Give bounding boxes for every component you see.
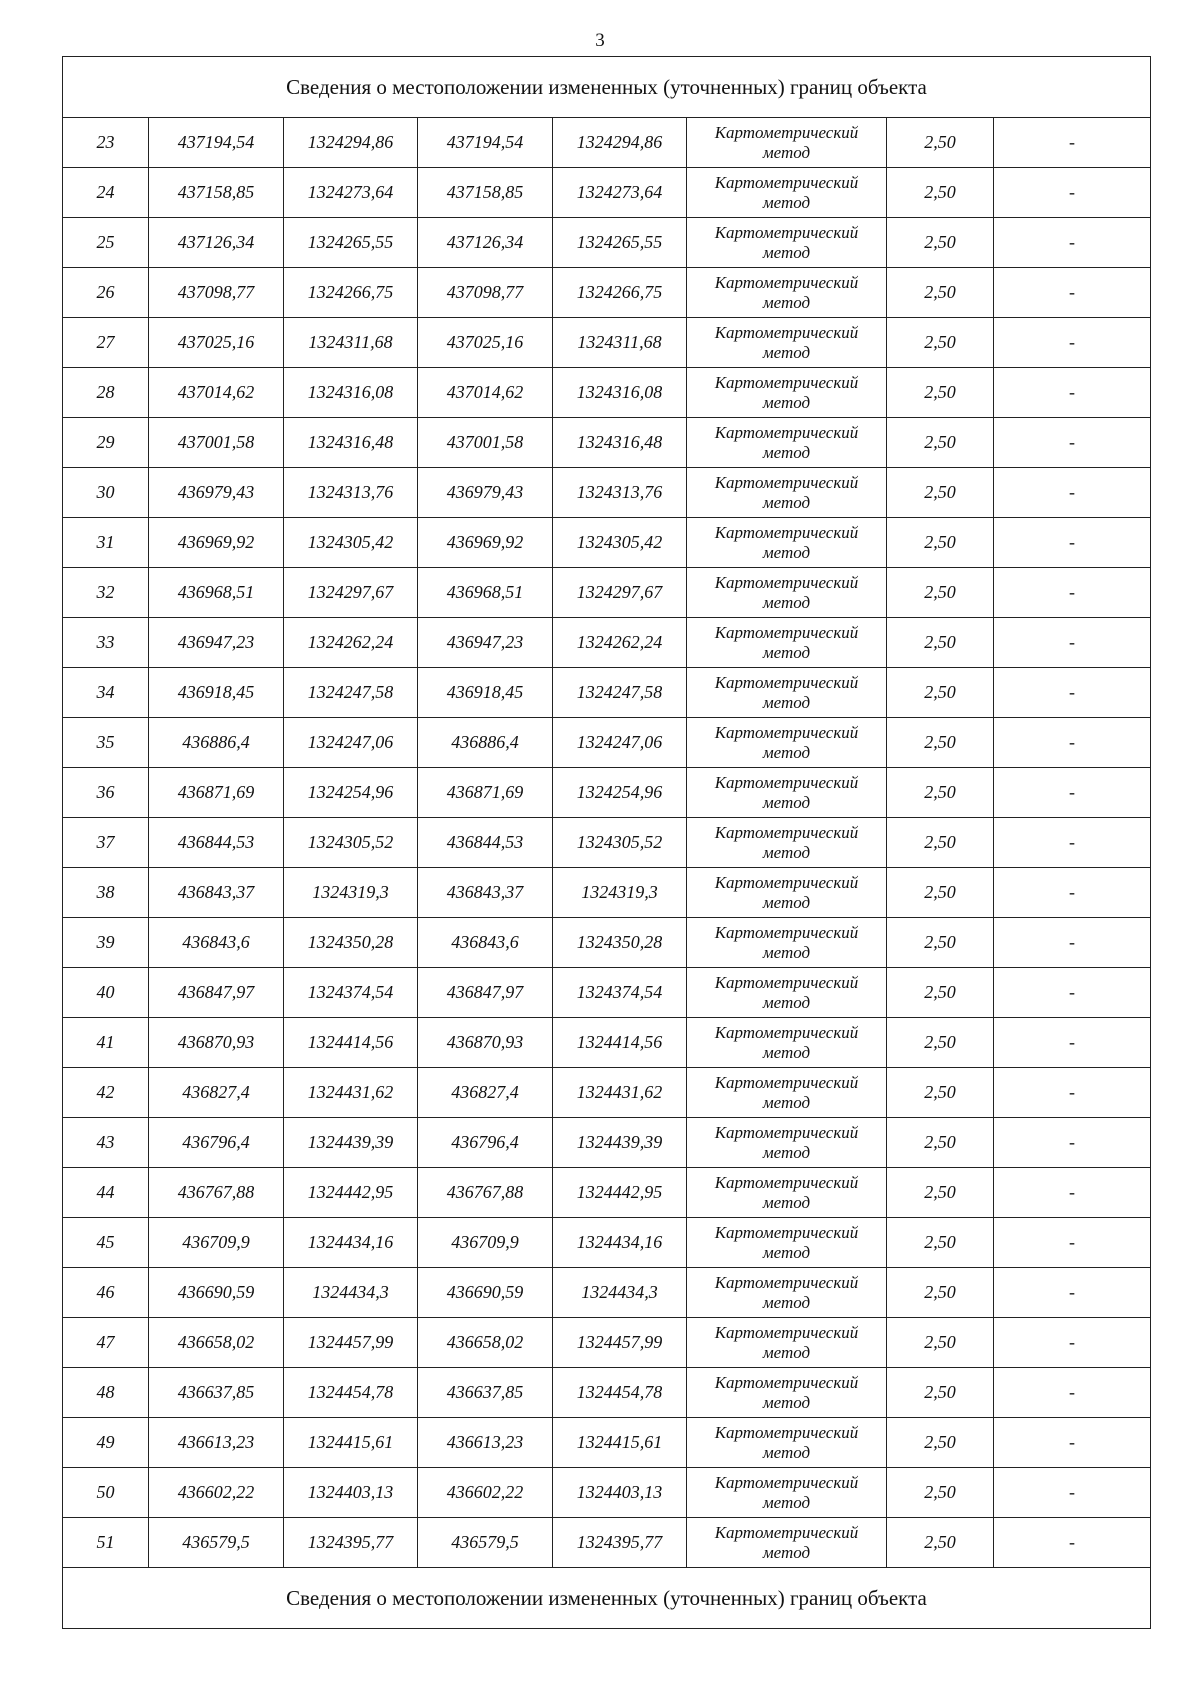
cell-point-number: 25 bbox=[63, 218, 149, 268]
cell-method: Картометрический метод bbox=[687, 118, 887, 168]
cell-y-existing: 1324265,55 bbox=[284, 218, 418, 268]
cell-y-new: 1324265,55 bbox=[553, 218, 687, 268]
cell-point-number: 41 bbox=[63, 1018, 149, 1068]
cell-y-existing: 1324350,28 bbox=[284, 918, 418, 968]
cell-accuracy: 2,50 bbox=[887, 1418, 994, 1468]
cell-point-number: 47 bbox=[63, 1318, 149, 1368]
cell-x-new: 436658,02 bbox=[418, 1318, 553, 1368]
cell-x-existing: 436827,4 bbox=[149, 1068, 284, 1118]
table-row bbox=[63, 1268, 1151, 1318]
cell-description: - bbox=[994, 1068, 1151, 1118]
cell-y-new: 1324431,62 bbox=[553, 1068, 687, 1118]
cell-x-new: 436844,53 bbox=[418, 818, 553, 868]
cell-y-existing: 1324403,13 bbox=[284, 1468, 418, 1518]
cell-method: Картометрический метод bbox=[687, 468, 887, 518]
table-row bbox=[63, 818, 1151, 868]
cell-method: Картометрический метод bbox=[687, 368, 887, 418]
cell-description: - bbox=[994, 468, 1151, 518]
cell-method: Картометрический метод bbox=[687, 168, 887, 218]
cell-y-new: 1324294,86 bbox=[553, 118, 687, 168]
cell-point-number: 33 bbox=[63, 618, 149, 668]
cell-x-new: 436709,9 bbox=[418, 1218, 553, 1268]
cell-point-number: 49 bbox=[63, 1418, 149, 1468]
section-footer-row bbox=[63, 1568, 1151, 1629]
cell-x-existing: 436886,4 bbox=[149, 718, 284, 768]
cell-x-existing: 436870,93 bbox=[149, 1018, 284, 1068]
cell-y-new: 1324319,3 bbox=[553, 868, 687, 918]
cell-point-number: 34 bbox=[63, 668, 149, 718]
cell-y-existing: 1324434,3 bbox=[284, 1268, 418, 1318]
cell-point-number: 30 bbox=[63, 468, 149, 518]
table-row bbox=[63, 918, 1151, 968]
cell-description: - bbox=[994, 668, 1151, 718]
cell-method: Картометрический метод bbox=[687, 968, 887, 1018]
cell-accuracy: 2,50 bbox=[887, 1068, 994, 1118]
cell-x-existing: 436843,37 bbox=[149, 868, 284, 918]
cell-method: Картометрический метод bbox=[687, 518, 887, 568]
cell-point-number: 37 bbox=[63, 818, 149, 868]
cell-x-new: 436690,59 bbox=[418, 1268, 553, 1318]
cell-y-new: 1324350,28 bbox=[553, 918, 687, 968]
cell-accuracy: 2,50 bbox=[887, 1018, 994, 1068]
cell-accuracy: 2,50 bbox=[887, 868, 994, 918]
cell-x-existing: 436579,5 bbox=[149, 1518, 284, 1568]
cell-method: Картометрический метод bbox=[687, 768, 887, 818]
cell-y-new: 1324297,67 bbox=[553, 568, 687, 618]
cell-method: Картометрический метод bbox=[687, 568, 887, 618]
cell-description: - bbox=[994, 418, 1151, 468]
cell-x-existing: 436871,69 bbox=[149, 768, 284, 818]
table-row bbox=[63, 968, 1151, 1018]
cell-description: - bbox=[994, 518, 1151, 568]
cell-y-existing: 1324305,52 bbox=[284, 818, 418, 868]
cell-point-number: 45 bbox=[63, 1218, 149, 1268]
cell-y-new: 1324262,24 bbox=[553, 618, 687, 668]
cell-accuracy: 2,50 bbox=[887, 618, 994, 668]
table-row bbox=[63, 1118, 1151, 1168]
cell-x-new: 436886,4 bbox=[418, 718, 553, 768]
cell-description: - bbox=[994, 868, 1151, 918]
cell-y-existing: 1324254,96 bbox=[284, 768, 418, 818]
cell-accuracy: 2,50 bbox=[887, 268, 994, 318]
cell-x-new: 437025,16 bbox=[418, 318, 553, 368]
cell-description: - bbox=[994, 618, 1151, 668]
table-row bbox=[63, 168, 1151, 218]
page-number: 3 bbox=[595, 30, 605, 51]
cell-x-existing: 436847,97 bbox=[149, 968, 284, 1018]
cell-y-existing: 1324313,76 bbox=[284, 468, 418, 518]
cell-point-number: 38 bbox=[63, 868, 149, 918]
cell-y-existing: 1324247,06 bbox=[284, 718, 418, 768]
cell-y-new: 1324439,39 bbox=[553, 1118, 687, 1168]
cell-accuracy: 2,50 bbox=[887, 168, 994, 218]
cell-x-existing: 436918,45 bbox=[149, 668, 284, 718]
table-body bbox=[63, 57, 1151, 1629]
cell-y-existing: 1324262,24 bbox=[284, 618, 418, 668]
cell-x-new: 436870,93 bbox=[418, 1018, 553, 1068]
boundary-coordinates-table bbox=[62, 56, 1151, 1629]
cell-y-existing: 1324305,42 bbox=[284, 518, 418, 568]
cell-y-new: 1324247,58 bbox=[553, 668, 687, 718]
cell-point-number: 28 bbox=[63, 368, 149, 418]
cell-description: - bbox=[994, 268, 1151, 318]
cell-x-existing: 437126,34 bbox=[149, 218, 284, 268]
cell-y-existing: 1324434,16 bbox=[284, 1218, 418, 1268]
cell-y-existing: 1324414,56 bbox=[284, 1018, 418, 1068]
table-row bbox=[63, 768, 1151, 818]
cell-x-new: 436602,22 bbox=[418, 1468, 553, 1518]
cell-x-new: 436968,51 bbox=[418, 568, 553, 618]
cell-description: - bbox=[994, 1368, 1151, 1418]
cell-y-existing: 1324273,64 bbox=[284, 168, 418, 218]
cell-method: Картометрический метод bbox=[687, 1118, 887, 1168]
cell-method: Картометрический метод bbox=[687, 1468, 887, 1518]
cell-description: - bbox=[994, 568, 1151, 618]
cell-description: - bbox=[994, 968, 1151, 1018]
cell-method: Картометрический метод bbox=[687, 1218, 887, 1268]
cell-x-new: 436579,5 bbox=[418, 1518, 553, 1568]
cell-x-new: 436637,85 bbox=[418, 1368, 553, 1418]
table-row bbox=[63, 368, 1151, 418]
cell-description: - bbox=[994, 118, 1151, 168]
cell-description: - bbox=[994, 918, 1151, 968]
cell-x-new: 437001,58 bbox=[418, 418, 553, 468]
cell-y-new: 1324247,06 bbox=[553, 718, 687, 768]
cell-x-existing: 437025,16 bbox=[149, 318, 284, 368]
cell-accuracy: 2,50 bbox=[887, 668, 994, 718]
cell-point-number: 44 bbox=[63, 1168, 149, 1218]
cell-y-new: 1324415,61 bbox=[553, 1418, 687, 1468]
cell-description: - bbox=[994, 1518, 1151, 1568]
cell-y-new: 1324414,56 bbox=[553, 1018, 687, 1068]
cell-point-number: 27 bbox=[63, 318, 149, 368]
cell-method: Картометрический метод bbox=[687, 1018, 887, 1068]
cell-point-number: 31 bbox=[63, 518, 149, 568]
cell-method: Картометрический метод bbox=[687, 818, 887, 868]
cell-accuracy: 2,50 bbox=[887, 1468, 994, 1518]
cell-y-new: 1324313,76 bbox=[553, 468, 687, 518]
cell-y-new: 1324374,54 bbox=[553, 968, 687, 1018]
cell-y-new: 1324254,96 bbox=[553, 768, 687, 818]
cell-y-new: 1324442,95 bbox=[553, 1168, 687, 1218]
cell-point-number: 50 bbox=[63, 1468, 149, 1518]
cell-y-new: 1324403,13 bbox=[553, 1468, 687, 1518]
cell-y-existing: 1324319,3 bbox=[284, 868, 418, 918]
cell-y-new: 1324316,48 bbox=[553, 418, 687, 468]
cell-x-existing: 437194,54 bbox=[149, 118, 284, 168]
cell-y-new: 1324395,77 bbox=[553, 1518, 687, 1568]
cell-accuracy: 2,50 bbox=[887, 1518, 994, 1568]
cell-x-existing: 437014,62 bbox=[149, 368, 284, 418]
cell-x-new: 436947,23 bbox=[418, 618, 553, 668]
cell-description: - bbox=[994, 1118, 1151, 1168]
cell-x-existing: 436979,43 bbox=[149, 468, 284, 518]
cell-x-existing: 436969,92 bbox=[149, 518, 284, 568]
cell-accuracy: 2,50 bbox=[887, 968, 994, 1018]
cell-accuracy: 2,50 bbox=[887, 1168, 994, 1218]
cell-x-new: 436613,23 bbox=[418, 1418, 553, 1468]
cell-point-number: 36 bbox=[63, 768, 149, 818]
cell-x-new: 436796,4 bbox=[418, 1118, 553, 1168]
cell-point-number: 26 bbox=[63, 268, 149, 318]
cell-method: Картометрический метод bbox=[687, 318, 887, 368]
cell-y-existing: 1324316,08 bbox=[284, 368, 418, 418]
cell-x-new: 437126,34 bbox=[418, 218, 553, 268]
cell-accuracy: 2,50 bbox=[887, 468, 994, 518]
cell-method: Картометрический метод bbox=[687, 1168, 887, 1218]
cell-y-existing: 1324297,67 bbox=[284, 568, 418, 618]
section-header-row bbox=[63, 57, 1151, 118]
cell-description: - bbox=[994, 818, 1151, 868]
cell-x-new: 437014,62 bbox=[418, 368, 553, 418]
table-row bbox=[63, 1018, 1151, 1068]
cell-method: Картометрический метод bbox=[687, 868, 887, 918]
cell-x-existing: 436637,85 bbox=[149, 1368, 284, 1418]
cell-y-existing: 1324439,39 bbox=[284, 1118, 418, 1168]
table-row bbox=[63, 1168, 1151, 1218]
cell-point-number: 51 bbox=[63, 1518, 149, 1568]
table-row bbox=[63, 1468, 1151, 1518]
cell-x-new: 436979,43 bbox=[418, 468, 553, 518]
cell-accuracy: 2,50 bbox=[887, 1218, 994, 1268]
cell-point-number: 29 bbox=[63, 418, 149, 468]
table-row bbox=[63, 118, 1151, 168]
cell-y-new: 1324434,3 bbox=[553, 1268, 687, 1318]
cell-x-existing: 436796,4 bbox=[149, 1118, 284, 1168]
cell-description: - bbox=[994, 1468, 1151, 1518]
cell-description: - bbox=[994, 168, 1151, 218]
table-row bbox=[63, 718, 1151, 768]
cell-accuracy: 2,50 bbox=[887, 118, 994, 168]
cell-x-new: 436827,4 bbox=[418, 1068, 553, 1118]
table-row bbox=[63, 418, 1151, 468]
cell-description: - bbox=[994, 768, 1151, 818]
cell-y-existing: 1324316,48 bbox=[284, 418, 418, 468]
table-row bbox=[63, 218, 1151, 268]
cell-point-number: 23 bbox=[63, 118, 149, 168]
cell-x-new: 436843,37 bbox=[418, 868, 553, 918]
cell-y-existing: 1324311,68 bbox=[284, 318, 418, 368]
section-footer: Сведения о местоположении измененных (уточненных) границ объекта bbox=[63, 1568, 1151, 1629]
cell-point-number: 46 bbox=[63, 1268, 149, 1318]
cell-accuracy: 2,50 bbox=[887, 1368, 994, 1418]
cell-point-number: 43 bbox=[63, 1118, 149, 1168]
cell-x-existing: 437001,58 bbox=[149, 418, 284, 468]
cell-x-new: 437158,85 bbox=[418, 168, 553, 218]
cell-accuracy: 2,50 bbox=[887, 318, 994, 368]
table-row bbox=[63, 1518, 1151, 1568]
table-row bbox=[63, 1418, 1151, 1468]
cell-accuracy: 2,50 bbox=[887, 418, 994, 468]
cell-accuracy: 2,50 bbox=[887, 218, 994, 268]
cell-x-existing: 437098,77 bbox=[149, 268, 284, 318]
cell-accuracy: 2,50 bbox=[887, 718, 994, 768]
cell-method: Картометрический метод bbox=[687, 918, 887, 968]
cell-method: Картометрический метод bbox=[687, 1518, 887, 1568]
cell-y-existing: 1324415,61 bbox=[284, 1418, 418, 1468]
cell-x-new: 436871,69 bbox=[418, 768, 553, 818]
cell-description: - bbox=[994, 318, 1151, 368]
cell-y-new: 1324273,64 bbox=[553, 168, 687, 218]
table-row bbox=[63, 568, 1151, 618]
table-row bbox=[63, 618, 1151, 668]
cell-x-existing: 436658,02 bbox=[149, 1318, 284, 1368]
section-header: Сведения о местоположении измененных (уточненных) границ объекта bbox=[63, 57, 1151, 118]
cell-accuracy: 2,50 bbox=[887, 818, 994, 868]
table-row bbox=[63, 1368, 1151, 1418]
cell-accuracy: 2,50 bbox=[887, 768, 994, 818]
cell-y-existing: 1324294,86 bbox=[284, 118, 418, 168]
cell-method: Картометрический метод bbox=[687, 268, 887, 318]
table-row bbox=[63, 668, 1151, 718]
cell-y-new: 1324434,16 bbox=[553, 1218, 687, 1268]
cell-description: - bbox=[994, 1018, 1151, 1068]
cell-y-new: 1324457,99 bbox=[553, 1318, 687, 1368]
cell-method: Картометрический метод bbox=[687, 668, 887, 718]
table-row bbox=[63, 468, 1151, 518]
cell-point-number: 35 bbox=[63, 718, 149, 768]
cell-accuracy: 2,50 bbox=[887, 1268, 994, 1318]
cell-point-number: 42 bbox=[63, 1068, 149, 1118]
cell-y-existing: 1324457,99 bbox=[284, 1318, 418, 1368]
cell-y-existing: 1324454,78 bbox=[284, 1368, 418, 1418]
cell-method: Картометрический метод bbox=[687, 718, 887, 768]
cell-x-new: 436767,88 bbox=[418, 1168, 553, 1218]
cell-y-new: 1324316,08 bbox=[553, 368, 687, 418]
cell-y-existing: 1324442,95 bbox=[284, 1168, 418, 1218]
cell-accuracy: 2,50 bbox=[887, 1318, 994, 1368]
table-row bbox=[63, 1318, 1151, 1368]
cell-y-existing: 1324266,75 bbox=[284, 268, 418, 318]
cell-point-number: 39 bbox=[63, 918, 149, 968]
cell-accuracy: 2,50 bbox=[887, 368, 994, 418]
cell-y-existing: 1324431,62 bbox=[284, 1068, 418, 1118]
cell-description: - bbox=[994, 1218, 1151, 1268]
cell-method: Картометрический метод bbox=[687, 1268, 887, 1318]
cell-x-existing: 436613,23 bbox=[149, 1418, 284, 1468]
cell-x-existing: 437158,85 bbox=[149, 168, 284, 218]
cell-x-existing: 436690,59 bbox=[149, 1268, 284, 1318]
cell-method: Картометрический метод bbox=[687, 1418, 887, 1468]
cell-point-number: 48 bbox=[63, 1368, 149, 1418]
cell-accuracy: 2,50 bbox=[887, 568, 994, 618]
cell-x-new: 436969,92 bbox=[418, 518, 553, 568]
cell-x-new: 436843,6 bbox=[418, 918, 553, 968]
cell-description: - bbox=[994, 1418, 1151, 1468]
cell-x-existing: 436947,23 bbox=[149, 618, 284, 668]
cell-description: - bbox=[994, 1168, 1151, 1218]
cell-method: Картометрический метод bbox=[687, 218, 887, 268]
cell-x-existing: 436709,9 bbox=[149, 1218, 284, 1268]
cell-y-existing: 1324247,58 bbox=[284, 668, 418, 718]
cell-x-existing: 436602,22 bbox=[149, 1468, 284, 1518]
cell-description: - bbox=[994, 218, 1151, 268]
table-row bbox=[63, 518, 1151, 568]
cell-y-new: 1324454,78 bbox=[553, 1368, 687, 1418]
table-row bbox=[63, 318, 1151, 368]
cell-method: Картометрический метод bbox=[687, 418, 887, 468]
cell-y-new: 1324266,75 bbox=[553, 268, 687, 318]
cell-x-new: 436847,97 bbox=[418, 968, 553, 1018]
cell-accuracy: 2,50 bbox=[887, 1118, 994, 1168]
cell-description: - bbox=[994, 368, 1151, 418]
table-row bbox=[63, 268, 1151, 318]
cell-x-new: 437194,54 bbox=[418, 118, 553, 168]
cell-y-existing: 1324395,77 bbox=[284, 1518, 418, 1568]
table-row bbox=[63, 868, 1151, 918]
cell-method: Картометрический метод bbox=[687, 1318, 887, 1368]
cell-point-number: 40 bbox=[63, 968, 149, 1018]
cell-y-existing: 1324374,54 bbox=[284, 968, 418, 1018]
cell-y-new: 1324311,68 bbox=[553, 318, 687, 368]
cell-point-number: 24 bbox=[63, 168, 149, 218]
table-row bbox=[63, 1068, 1151, 1118]
cell-description: - bbox=[994, 718, 1151, 768]
cell-method: Картометрический метод bbox=[687, 1068, 887, 1118]
table-row bbox=[63, 1218, 1151, 1268]
cell-y-new: 1324305,42 bbox=[553, 518, 687, 568]
cell-description: - bbox=[994, 1318, 1151, 1368]
cell-y-new: 1324305,52 bbox=[553, 818, 687, 868]
cell-description: - bbox=[994, 1268, 1151, 1318]
cell-point-number: 32 bbox=[63, 568, 149, 618]
cell-x-existing: 436843,6 bbox=[149, 918, 284, 968]
cell-x-existing: 436767,88 bbox=[149, 1168, 284, 1218]
cell-x-existing: 436844,53 bbox=[149, 818, 284, 868]
cell-accuracy: 2,50 bbox=[887, 918, 994, 968]
cell-method: Картометрический метод bbox=[687, 618, 887, 668]
cell-x-new: 437098,77 bbox=[418, 268, 553, 318]
cell-x-new: 436918,45 bbox=[418, 668, 553, 718]
cell-accuracy: 2,50 bbox=[887, 518, 994, 568]
cell-x-existing: 436968,51 bbox=[149, 568, 284, 618]
cell-method: Картометрический метод bbox=[687, 1368, 887, 1418]
